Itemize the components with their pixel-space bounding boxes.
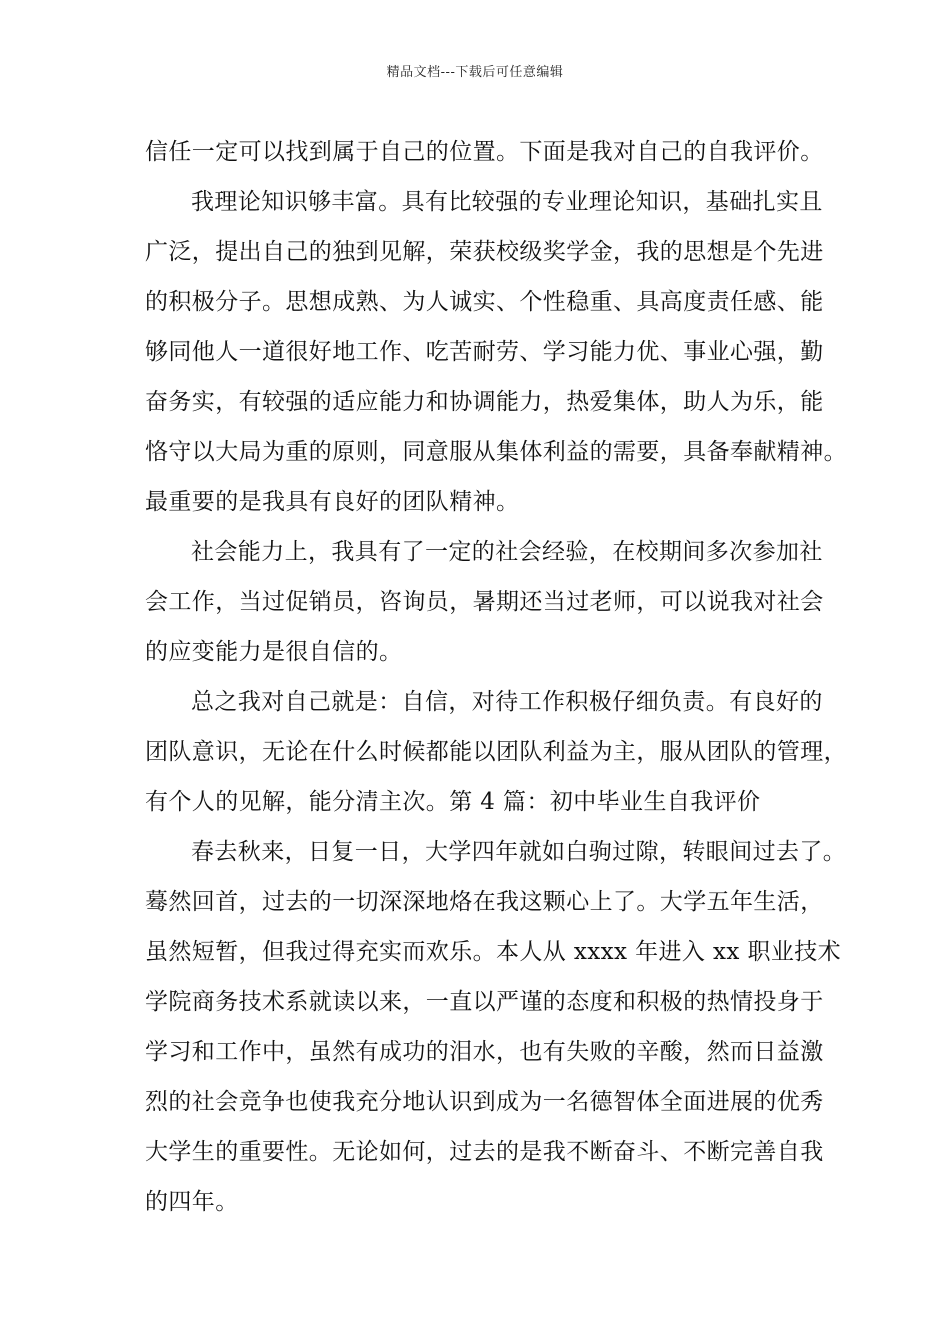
text-line: 烈的社会竞争也使我充分地认识到成为一名德智体全面进展的优秀: [145, 1089, 824, 1115]
text-line: 恪守以大局为重的原则，同意服从集体利益的需要，具备奉献精神。: [145, 439, 847, 465]
paragraph-first-line: 总之我对自己就是：自信，对待工作积极仔细负责。有良好的: [191, 689, 823, 715]
text-line: 的应变能力是很自信的。: [145, 639, 403, 665]
text-line: 蓦然回首，过去的一切深深地烙在我这颗心上了。大学五年生活，: [145, 889, 824, 915]
text-line: 信任一定可以找到属于自己的位置。下面是我对自己的自我评价。: [145, 139, 824, 165]
paragraph-first-line: 我理论知识够丰富。具有比较强的专业理论知识，基础扎实且: [191, 189, 823, 215]
text-line: 广泛，提出自己的独到见解，荣获校级奖学金，我的思想是个先进: [145, 239, 824, 265]
paragraph-first-line: 春去秋来，日复一日，大学四年就如白驹过隙，转眼间过去了。: [191, 839, 847, 865]
text-line: 团队意识，无论在什么时候都能以团队利益为主，服从团队的管理，: [145, 739, 847, 765]
text-line: 会工作，当过促销员，咨询员，暑期还当过老师，可以说我对社会: [145, 589, 824, 615]
text-line: 大学生的重要性。无论如何，过去的是我不断奋斗、不断完善自我: [145, 1139, 824, 1165]
text-line: 有个人的见解，能分清主次。第 4 篇：初中毕业生自我评价: [145, 789, 761, 815]
paragraph-first-line: 社会能力上，我具有了一定的社会经验，在校期间多次参加社: [191, 539, 823, 565]
text-line: 学习和工作中，虽然有成功的泪水，也有失败的辛酸，然而日益激: [145, 1039, 824, 1065]
text-line: 奋务实，有较强的适应能力和协调能力，热爱集体，助人为乐，能: [145, 389, 824, 415]
text-line: 的积极分子。思想成熟、为人诚实、个性稳重、具高度责任感、能: [145, 289, 824, 315]
text-line: 学院商务技术系就读以来，一直以严谨的态度和积极的热情投身于: [145, 989, 824, 1015]
text-line: 最重要的是我具有良好的团队精神。: [145, 489, 520, 515]
text-line: 够同他人一道很好地工作、吃苦耐劳、学习能力优、事业心强，勤: [145, 339, 824, 365]
text-line: 的四年。: [145, 1189, 239, 1215]
text-line: 虽然短暂，但我过得充实而欢乐。本人从 xxxx 年进入 xx 职业技术: [145, 939, 842, 965]
body-text: [145, 127, 847, 1227]
page-header: 精品文档---下载后可任意编辑: [386, 65, 564, 80]
